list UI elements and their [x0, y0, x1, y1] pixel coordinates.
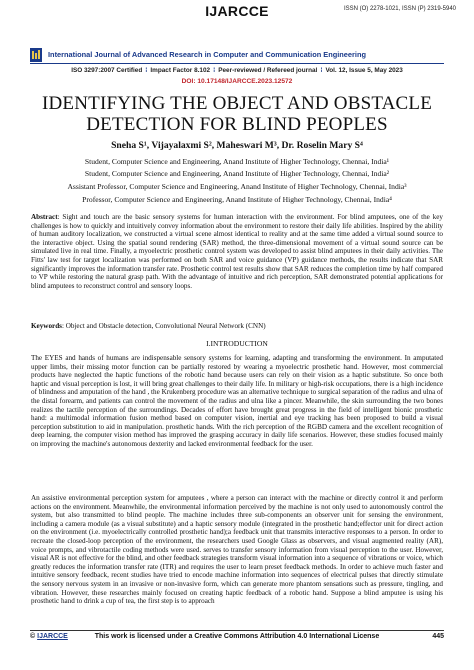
header-rule: [30, 63, 444, 64]
affiliation-3: Assistant Professor, Computer Science and Engineering, Anand Institute of Higher Technology, Chennai, India³: [67, 182, 407, 191]
abstract-label: Abstract: [31, 213, 58, 221]
keywords-paragraph: [31, 322, 443, 331]
affiliation-2: Student, Computer Science and Engineering, Anand Institute of Higher Technology, Chennai, India²: [84, 169, 390, 178]
footer-license[interactable]: This work is licensed under a Creative Commons Attribution 4.0 International License: [94, 633, 380, 640]
issn-text: ISSN (O) 2278-1021, ISSN (P) 2319-5940: [343, 6, 456, 12]
keywords-label: Keywords: [31, 322, 62, 330]
author-list: Sneha S¹, Vijayalaxmi S², Maheswari M³, Dr. Roselin Mary S⁴: [111, 140, 363, 151]
iso-text: ISO 3297:2007 Certified: [71, 67, 143, 74]
journal-abbrev: IJARCCE: [205, 3, 269, 19]
affiliation-4: Professor, Computer Science and Engineering, Anand Institute of Higher Technology, Chennai, India⁴: [82, 195, 392, 204]
footer-rule: [30, 630, 444, 631]
peer-review-text: Peer-reviewed / Refereed journal: [218, 67, 318, 74]
intro-paragraph-2: An assistive environmental perception system for amputees , where a person can interact with the machine or directly control it and perform actions on the environment. Meanwhile, the environmental information perceived by the machine is not only used to autonomously control the system, but also transmitted to blind people. The machine includes three sub-components an observer unit for sensing the environment, including a camera module (as a visual substitute) and a haptic sensory module (integrated in the prosthetic hand;effector unit for direct action on the environment (i.e. myoelectrically controlled prosthetic hand);a feedback unit that transmits interactive responses to a person. In order to recreate the closed-loop perception of the environment, the researchers used Google Glass as observers, and visual augmented reality (AR), voice prompts, and vibrotactile coding methods were used. serves to transfer sensory information from visual perception to the user. However, visual AR is not effective for the blind, and other feedback strategies transform visual information into a sequence of vibrations or voice, which greatly reduces the information transfer rate (ITR) and requires the user to learn preset feedback methods. In order to achieve much faster and intuitive sensory feedback, recent studies have tried to encode machine information into sequences of electrical pulses that directly stimulate the sensory nervous system in an invasive or non-invasive form, which can generate more phantom sensations such as pressure, tingling, and vibration. However, these researches mainly focused on creating haptic feedback of a robotic hand. Suppose a blind amputee is using his prosthetic hand to drink a cup of tea, the first step is to approach: [31, 494, 443, 606]
volume-text: Vol. 12, Issue 5, May 2023: [325, 67, 403, 74]
journal-meta-line: [0, 67, 474, 74]
title-line-2: DETECTION FOR BLIND PEOPLES: [86, 114, 388, 135]
page-number: 445: [432, 633, 444, 640]
impact-factor-text: Impact Factor 8.102: [150, 67, 211, 74]
doi-text[interactable]: DOI: 10.17148/IJARCCE.2023.12572: [181, 78, 293, 85]
paper-title: [0, 93, 474, 135]
abstract-text: : Sight and touch are the basic sensory systems for human interaction with the environment. For blind amputees, one of the key challenges is how to quickly and intuitively convey information about the environment to restore their daily life abilities. Inspired by the ability of human auditory localization, we constructed a virtual scene almost identical to reality and at the same time added a virtual sound source to the interactive object. Using the spatial sound rendering (SAR) method, the three-dimensional movement of a virtual sound source can be simulated live in real time. Finally, a myoelectric prosthetic control system was developed to assist blind amputees in their daily activities. The Fitts' law test for target localization was performed on both SAR and voice guidance (VP) guidance methods, the results indicate that SAR significantly improves the information transfer rate. Prosthetic control test results show that SAR reduces the completion time by half compared to VP while restoring the natural grasp path. With the advantage of intuitive and rich perception, SAR demonstrated potential applications for blind amputees to reconstruct control and sensory loops.: [31, 213, 443, 290]
copyright-icon: ©: [30, 633, 36, 640]
journal-logo-icon: [30, 48, 42, 62]
abstract-paragraph: [31, 213, 443, 290]
journal-full-name: International Journal of Advanced Research in Computer and Communication Engineering: [48, 50, 366, 59]
meta-separator: ⁞: [320, 67, 323, 74]
section-heading-introduction: I.INTRODUCTION: [206, 339, 268, 348]
keywords-text: : Object and Obstacle detection, Convolutional Neural Network (CNN): [61, 322, 266, 330]
affiliation-1: Student, Computer Science and Engineering, Anand Institute of Higher Technology, Chennai, India¹: [84, 157, 390, 166]
title-line-1: IDENTIFYING THE OBJECT AND OBSTACLE: [41, 93, 433, 114]
journal-link[interactable]: IJARCCE: [37, 633, 68, 640]
intro-paragraph-1: The EYES and hands of humans are indispensable sensory systems for learning, adapting and transforming the environment. In amputated upper limbs, their missing motor function can be partially restored by wearing a myoelectric prosthetic hand. However, most commercial products have neglected the haptic functions of the robotic hand because users can rely on their vision as a haptic substitute. So once both haptic and visual perception is lost, it will bring great challenges to their daily life. In military or high-risk occupations, there is a high incidence of blindness and amputation of the hand , the Krukenberg procedure was an alternative technique to surgical separation of the radius and ulna of the distal forearm, and patients can control the movement of the radius and ulna like a pincer. Meanwhile, the skin surrounding the two bones realizes the tactile perception of the surroundings. Decades of effort have brought great progress in the field of intelligent bionic prosthetic hand: a multimodal information fusion method based on computer vision, inertial and eye tracking has been proposed to build a visual perception substitution to aid in manipulation. prosthetic hands. With the rich perception of the RGBD camera and the excellent recognition of deep learning, the computer vision method has improved the grasping accuracy in daily life scenarios. However, these studies focused mainly on improving the machine's autonomous dexterity and lacked environmental feedback for the user.: [31, 354, 443, 448]
meta-separator: ⁞: [145, 67, 148, 74]
meta-separator: ⁞: [213, 67, 216, 74]
